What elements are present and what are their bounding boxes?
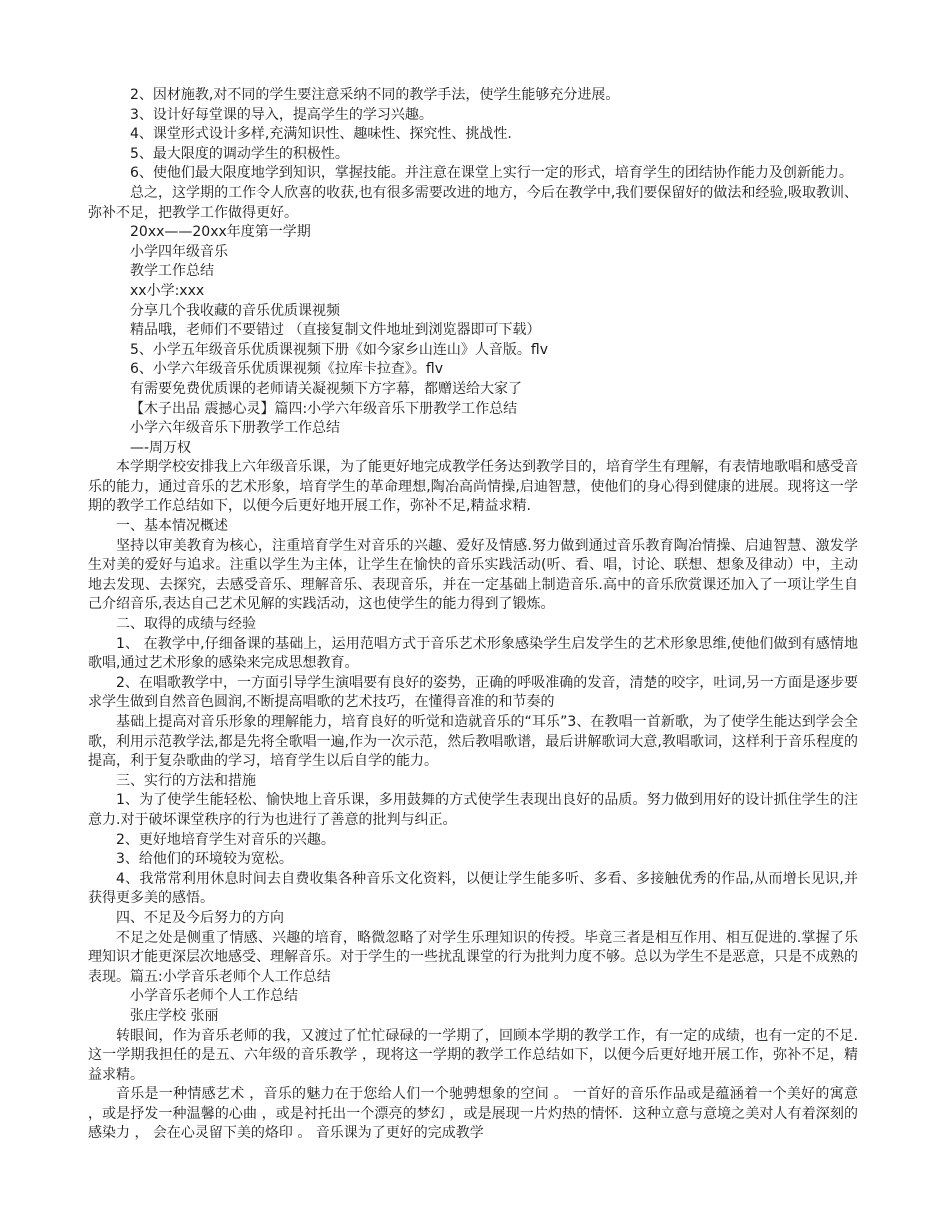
document-paragraph: 【木子出品 震撼心灵】篇四:小学六年级音乐下册教学工作总结: [130, 400, 518, 417]
document-paragraph: 3、设计好每堂课的导入，提高学生的学习兴趣。: [130, 106, 433, 123]
document-paragraph: 小学四年级音乐: [130, 243, 228, 260]
document-paragraph: 6、小学六年级音乐优质课视频《拉库卡拉查》。flv: [130, 361, 444, 378]
document-paragraph: 坚持以审美教育为核心，注重培育学生对音乐的兴趣、爱好及情感.努力做到通过音乐教育陶冶情操、启迪智慧、激发学生对美的爱好与追求。注重以学生为主体，让学生在愉快的音乐实践活动(听、看、唱，讨论、联想、想象及律动）中，主动地去发现、去探究，去感受音乐、理解音乐、表现音乐，并在一定基础上制造音乐.高中的音乐欣赏课还加入了一项让学生自己介绍音乐,表达自己艺术见解的实践活动，这也使学生的能力得到了锻炼。: [88, 537, 858, 613]
document-paragraph: 转眼间，作为音乐老师的我，又渡过了忙忙碌碌的一学期了，回顾本学期的教学工作，有一定的成绩，也有一定的不足.这一学期我担任的是五、六年级的音乐教学 ，现将这一学期的教学工作总结如下，以便今后更好地开展工作，弥补不足，精益求精。: [88, 1027, 858, 1083]
document-paragraph: 二、取得的成绩与经验: [116, 616, 256, 633]
document-paragraph: 不足之处是侧重了情感、兴趣的培育，略微忽略了对学生乐理知识的传授。毕竟三者是相互作用、相互促进的.掌握了乐理知识才能更深层次地感受、理解音乐。对于学生的一些扰乱课堂的行为批判力度不够。总以为学生不是恶意，只是不成熟的表现。篇五:小学音乐老师个人工作总结: [88, 929, 858, 985]
document-paragraph: 张庄学校 张丽: [130, 1007, 219, 1024]
document-paragraph: 一、基本情况概述: [116, 518, 228, 535]
document-paragraph: 小学六年级音乐下册教学工作总结: [130, 420, 340, 437]
document-paragraph: 4、课堂形式设计多样,充满知识性、趣味性、探究性、挑战性.: [130, 126, 512, 143]
document-paragraph: 基础上提高对音乐形象的理解能力，培育良好的听觉和造就音乐的“耳乐”3、在教唱一首新歌，为了使学生能达到学会全歌，利用示范教学法,都是先将全歌唱一遍,作为一次示范，然后教唱歌谱，最后讲解歌词大意,教唱歌词，这样利于音乐程度的提高，利于复杂歌曲的学习，培育学生以后自学的能力。: [88, 714, 858, 770]
document-paragraph: 本学期学校安排我上六年级音乐课，为了能更好地完成教学任务达到教学目的，培育学生有理解，有表情地歌唱和感受音乐的能力，通过音乐的艺术形象，培育学生的革命理想,陶冶高尚情操,启迪智慧，使他们的身心得到健康的进展。现将这一学期的教学工作总结如下，以便今后更好地开展工作，弥补不足,精益求精.: [88, 459, 858, 515]
document-paragraph: 2、在唱歌教学中，一方面引导学生演唱要有良好的姿势，正确的呼吸准确的发音，清楚的咬字，吐词,另一方面是逐步要求学生做到自然音色圆润,不断提高唱歌的艺术技巧，在懂得音准的和节奏的: [88, 674, 858, 711]
document-paragraph: —-周万权: [130, 439, 192, 456]
document-paragraph: xx小学:xxx: [130, 282, 205, 299]
document-paragraph: 6、使他们最大限度地学到知识，掌握技能。并注意在课堂上实行一定的形式，培育学生的团结协作能力及创新能力。: [130, 165, 853, 182]
document-paragraph: 有需要免费优质课的老师请关凝视频下方字幕，都赠送给大家了: [130, 380, 522, 397]
document-paragraph: 2、因材施教,对不同的学生要注意采纳不同的教学手法，使学生能够充分进展。: [130, 87, 620, 103]
document-paragraph: 20xx——20xx年度第一学期: [130, 224, 311, 241]
document-paragraph: 3、给他们的环境较为宽松。: [116, 851, 293, 868]
document-paragraph: 1、为了使学生能轻松、愉快地上音乐课，多用鼓舞的方式使学生表现出良好的品质。努力做到用好的设计抓住学生的注意力.对于破坏课堂秩序的行为也进行了善意的批判与纠正。: [88, 792, 858, 828]
document-paragraph: 5、小学五年级音乐优质课视频下册《如今家乡山连山》人音版。flv: [130, 341, 549, 358]
document-paragraph: 5、最大限度的调动学生的积极性。: [130, 145, 349, 162]
document-paragraph: 分享几个我收藏的音乐优质课视频: [130, 302, 340, 319]
document-paragraph: 三、实行的方法和措施: [116, 772, 256, 789]
document-paragraph: 总之，这学期的工作令人欣喜的收获,也有很多需要改进的地方，今后在教学中,我们要保留好的做法和经验,吸取教训、弥补不足，把教学工作做得更好。: [88, 184, 858, 221]
document-paragraph: 精品哦，老师们不要错过 （直接复制文件地址到浏览器即可下载）: [130, 322, 541, 339]
document-paragraph: 四、不足及今后努力的方向: [116, 909, 284, 926]
document-paragraph: 4、我常常利用休息时间去自费收集各种音乐文化资料，以便让学生能多听、多看、多接触优秀的作品,从而增长见识,并获得更多美的感悟。: [88, 870, 858, 907]
document-paragraph: 1、 在教学中,仔细备课的基础上，运用范唱方式于音乐艺术形象感染学生启发学生的艺术形象思维,使他们做到有感情地歌唱,通过艺术形象的感染来完成思想教育。: [88, 635, 858, 672]
document-body: [88, 86, 858, 1144]
document-paragraph: 音乐是一种情感艺术 ，音乐的魅力在于您给人们一个驰骋想象的空间 。 一首好的音乐作品或是蕴涵着一个美好的寓意 ，或是抒发一种温馨的心曲 ，或是衬托出一个漂亮的梦幻 ，或是展现一片灼热的情怀．这种立意与意境之美对人有着深刻的感染力 ， 会在心灵留下美的烙印 。 音乐课为了更好的完成教学: [88, 1086, 858, 1142]
document-paragraph: 2、更好地培育学生对音乐的兴趣。: [116, 831, 335, 848]
document-paragraph: 教学工作总结: [130, 263, 214, 280]
document-paragraph: 小学音乐老师个人工作总结: [130, 988, 298, 1005]
